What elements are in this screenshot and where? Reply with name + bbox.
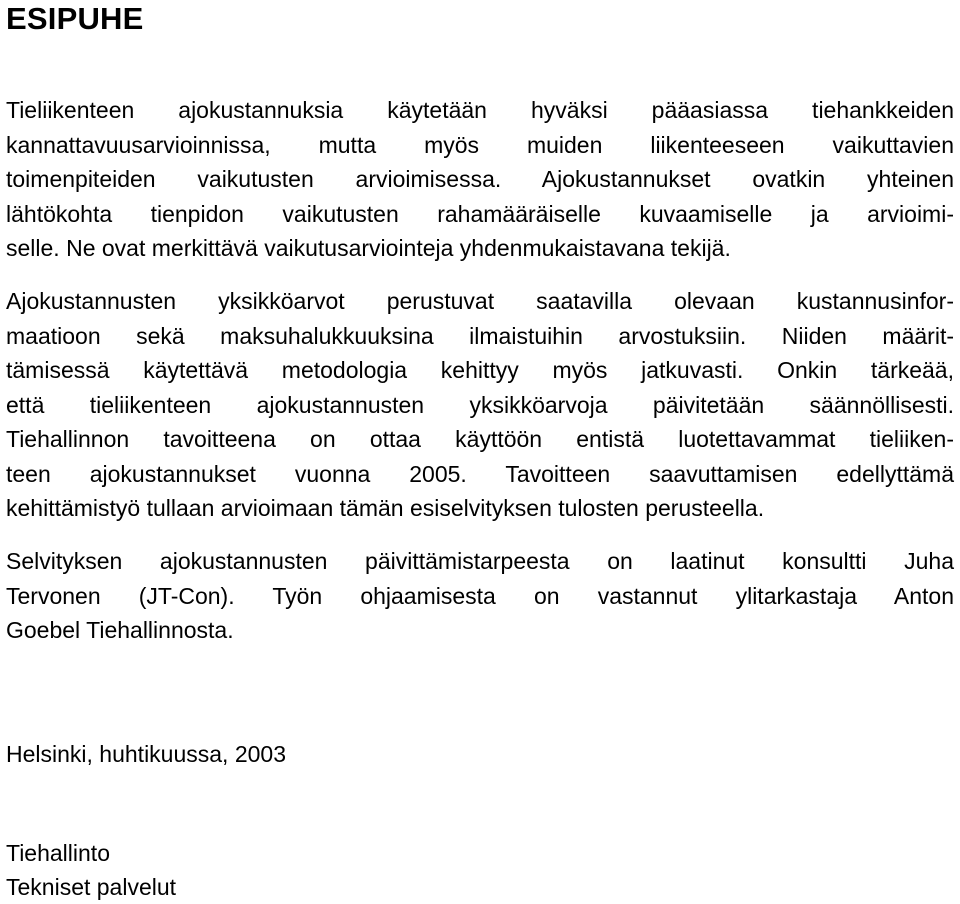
paragraph-line: Tervonen (JT-Con). Työn ohjaamisesta on vastannut ylitarkastaja Anton [6, 582, 954, 609]
organization-name: Tiehallinto [6, 840, 110, 866]
paragraph-line: Ajokustannusten yksikköarvot perustuvat saatavilla olevaan kustannusinfor- [6, 288, 954, 314]
place-and-date: Helsinki, huhtikuussa, 2003 [6, 741, 286, 767]
paragraph-unit-values [6, 284, 954, 526]
paragraph-line: teen ajokustannukset vuonna 2005. Tavoitteen saavuttamisen edellyttämä [6, 460, 954, 487]
paragraph-line: Selvityksen ajokustannusten päivittämistarpeesta on laatinut konsultti Juha [6, 548, 954, 574]
paragraph-line: lähtökohta tienpidon vaikutusten rahamääräiselle kuvaamiselle ja arvioimi- [6, 200, 954, 227]
paragraph-line: kannattavuusarvioinnissa, mutta myös muiden liikenteeseen vaikuttavien [6, 131, 954, 158]
paragraph-line: Goebel Tiehallinnosta. [6, 617, 234, 643]
page-title: ESIPUHE [6, 1, 144, 36]
paragraph-credits [6, 544, 954, 648]
paragraph-line: toimenpiteiden vaikutusten arvioimisessa. Ajokustannukset ovatkin yhteinen [6, 166, 954, 192]
paragraph-line: että tieliikenteen ajokustannusten yksikköarvoja päivitetään säännöllisesti. [6, 391, 954, 418]
paragraph-line: selle. Ne ovat merkittävä vaikutusarviointeja yhdenmukaistavana tekijä. [6, 235, 731, 261]
paragraph-line: Tieliikenteen ajokustannuksia käytetään hyväksi pääasiassa tiehankkeiden [6, 97, 954, 123]
paragraph-intro [6, 93, 954, 266]
paragraph-line: tämisessä käytettävä metodologia kehittyy myös jatkuvasti. Onkin tärkeää, [6, 357, 954, 383]
paragraph-line: kehittämistyö tullaan arvioimaan tämän esiselvityksen tulosten perusteella. [6, 495, 765, 521]
signature-block [6, 836, 176, 904]
department-name: Tekniset palvelut [6, 874, 177, 900]
paragraph-line: Tiehallinnon tavoitteena on ottaa käyttöön entistä luotettavammat tieliiken- [6, 426, 954, 452]
paragraph-line: maatioon sekä maksuhalukkuuksina ilmaistuihin arvostuksiin. Niiden määrit- [6, 322, 954, 349]
